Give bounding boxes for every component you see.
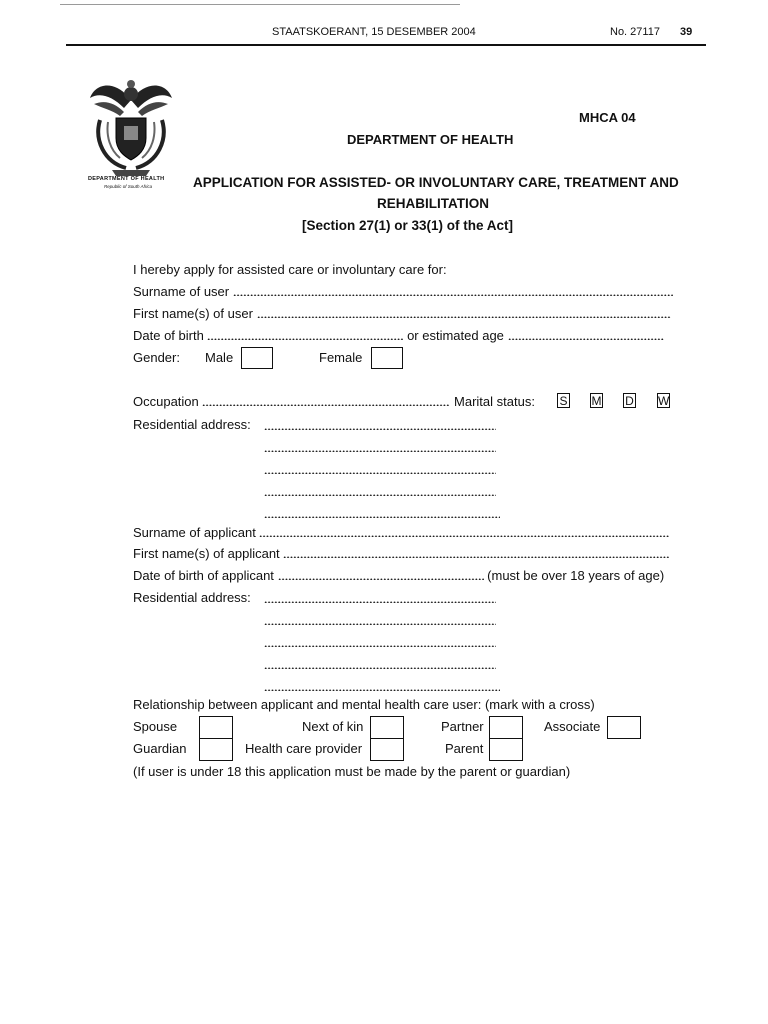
applicant-dob-row[interactable] — [133, 568, 664, 583]
user-dob-field[interactable] — [207, 330, 403, 340]
crest-department: DEPARTMENT OF HEALTH — [88, 176, 165, 182]
partner-checkbox[interactable] — [489, 716, 523, 739]
applicant-first-names-row[interactable] — [133, 546, 669, 561]
parent-checkbox[interactable] — [489, 738, 523, 761]
user-surname-row[interactable] — [133, 284, 673, 299]
user-address-line-1[interactable] — [264, 420, 496, 430]
marital-status-label: Marital status: — [454, 394, 535, 409]
top-faint-rule — [60, 4, 460, 5]
form-title-line1: APPLICATION FOR ASSISTED- OR INVOLUNTARY CARE, TREATMENT AND — [193, 175, 679, 190]
user-dob-row[interactable] — [133, 328, 664, 343]
user-surname-field[interactable] — [233, 286, 673, 296]
user-first-names-row[interactable] — [133, 306, 671, 321]
crest-republic: Republic of South Africa — [104, 184, 153, 189]
intro-text: I hereby apply for assisted care or involuntary care for: — [133, 262, 447, 277]
form-title-line3: [Section 27(1) or 33(1) of the Act] — [302, 218, 514, 233]
associate-checkbox[interactable] — [607, 716, 641, 739]
next-of-kin-checkbox[interactable] — [370, 716, 404, 739]
partner-label: Partner — [441, 719, 484, 734]
marital-option-s[interactable]: S — [557, 393, 570, 408]
user-first-names-field[interactable] — [257, 308, 671, 318]
under-18-note: (If user is under 18 this application must be made by the parent or guardian) — [133, 764, 571, 779]
male-checkbox[interactable] — [241, 347, 273, 369]
next-of-kin-label: Next of kin — [302, 719, 364, 734]
user-first-names-label: First name(s) of user — [133, 306, 253, 321]
user-address-line-5[interactable] — [264, 508, 500, 518]
spouse-label: Spouse — [133, 719, 178, 734]
form-code: MHCA 04 — [579, 110, 636, 125]
applicant-dob-label: Date of birth of applicant — [133, 568, 274, 583]
parent-label: Parent — [445, 741, 484, 756]
user-address-line-2[interactable] — [264, 442, 496, 452]
applicant-address-line-3[interactable] — [264, 637, 496, 647]
applicant-first-names-label: First name(s) of applicant — [133, 546, 280, 561]
header-rule — [66, 44, 706, 46]
user-address-line-3[interactable] — [264, 464, 496, 474]
female-checkbox[interactable] — [371, 347, 403, 369]
department-heading: DEPARTMENT OF HEALTH — [347, 132, 514, 147]
coat-of-arms-icon — [86, 70, 176, 180]
applicant-address-label: Residential address: — [133, 590, 251, 605]
guardian-checkbox[interactable] — [199, 738, 233, 761]
applicant-surname-row[interactable] — [133, 525, 669, 540]
user-surname-label: Surname of user — [133, 284, 230, 299]
applicant-surname-label: Surname of applicant — [133, 525, 256, 540]
applicant-address-line-2[interactable] — [264, 615, 496, 625]
male-label: Male — [205, 350, 234, 365]
relationship-heading: Relationship between applicant and mental health care user: (mark with a cross) — [133, 697, 595, 712]
guardian-label: Guardian — [133, 741, 187, 756]
applicant-age-note: (must be over 18 years of age) — [487, 568, 665, 583]
marital-option-w[interactable]: W — [658, 394, 670, 408]
gender-label: Gender: — [133, 350, 180, 365]
gazette-header: STAATSKOERANT, 15 DESEMBER 2004 — [272, 26, 476, 38]
user-estimated-age-label: or estimated age — [407, 328, 504, 343]
occupation-row[interactable] — [133, 394, 535, 409]
marital-option-d[interactable]: D — [623, 393, 636, 408]
occupation-field[interactable] — [202, 396, 450, 406]
applicant-address-line-5[interactable] — [264, 681, 500, 691]
female-label: Female — [319, 350, 363, 365]
user-address-label: Residential address: — [133, 417, 251, 432]
occupation-label: Occupation — [133, 394, 199, 409]
user-dob-label: Date of birth — [133, 328, 204, 343]
associate-label: Associate — [544, 719, 601, 734]
health-care-provider-checkbox[interactable] — [370, 738, 404, 761]
applicant-surname-field[interactable] — [259, 527, 669, 537]
applicant-address-line-4[interactable] — [264, 659, 496, 669]
spouse-checkbox[interactable] — [199, 716, 233, 739]
applicant-first-names-field[interactable] — [283, 548, 669, 558]
page-number: 39 — [680, 26, 693, 38]
form-title-line2: REHABILITATION — [377, 196, 489, 211]
health-care-provider-label: Health care provider — [245, 741, 363, 756]
user-address-line-4[interactable] — [264, 486, 496, 496]
gazette-number: No. 27117 — [610, 26, 660, 38]
marital-option-m[interactable]: M — [591, 394, 602, 408]
user-estimated-age-field[interactable] — [508, 330, 664, 340]
applicant-address-line-1[interactable] — [264, 593, 496, 603]
applicant-dob-field[interactable] — [278, 570, 484, 580]
